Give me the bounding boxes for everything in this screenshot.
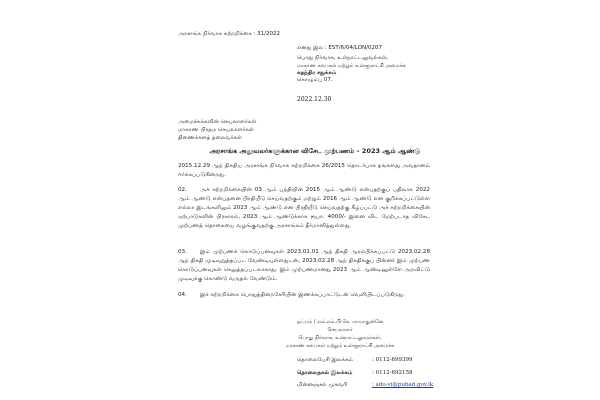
ministry-line: பொது நிர்வாக, உள்நாட்டலுவல்கள், <box>297 55 389 61</box>
signature-block <box>250 318 430 350</box>
contact-email <box>297 379 433 392</box>
paragraph-number: 03. <box>178 249 187 255</box>
ministry-line: கொழும்பு 07. <box>297 77 333 83</box>
reference-number: எனது இல : EST/6/04/LON/0207 <box>297 45 382 51</box>
ministry-line: மாகாண சபைகள் மற்றும் உள்ளூராட்சி அமைச்சு <box>297 63 406 69</box>
contact-details <box>297 354 433 392</box>
contact-fax <box>297 367 433 380</box>
contact-phone <box>297 354 433 367</box>
paragraph-4 <box>178 291 430 300</box>
paragraph-text: இம் முற்பணக் கொடுப்பனவுகள் 2023.01.01 ஆந் திகதி ஆரம்பிக்கப்பட்டு 2023.02.28 ஆந் திகதி முடிவுறுத்தப்பட வேண்டியுள்ளதுடன், 2023.02.28 ஆந் திகதிக்குப் பின்னர் இம் முற்பண கொடுப்பனவுகள் செலுத்தப்படலாகாது. இம் முற்பணமானது 2023 ஆம் ஆண்டினுள்ளே அறவிட்டு முடிவுக்கு கொண்டு வருதல் வேண்டும். <box>178 249 430 282</box>
paragraph-text: அச் சுற்றறிக்கையின் 03 ஆம் பந்தியின் 2015 ஆம் ஆண்டு என்பதற்குப் பதிலாக 2022 ஆம் ஆண்டு என்பதனை பிரதியீடு செய்வதற்கும் மற்றும் 2016 ஆம் ஆண்டு என குறிக்கப்பட்டுள்ள எல்லா இடங்களிலும் 2023 ஆம் ஆண்டு என பிரதியீடு செய்வதற்கு கீழ்ப்பட்டு அச் சுற்றறிக்கையின் ஏற்பாடுகளின் பிரகாரம், 2023 ஆம் ஆண்டுக்காக ரூபா. 4000/- இனை விட மேற்படாத விசேட முற்பணத் தொகையை வழங்குவதற்கு அரசாங்கம் தீர்மானித்துள்ளது. <box>178 187 430 229</box>
ministry-line: சுதந்திர சதுக்கம் <box>297 70 337 76</box>
addressee: மாகாண பிரதம செயலாளர்கள் <box>178 127 254 133</box>
signatory-name: ஒப்பம் / எம்.எம்.பி.கே. மாயாதுன்னே <box>296 319 384 325</box>
addressee: திணைக்களத் தலைவர்கள் <box>178 135 243 141</box>
document-title: அரசாங்க அலுவலர்களுக்கான விசேட முற்பணம் – 2023 ஆம் ஆண்டு <box>209 147 421 155</box>
contact-label: தொலைபேசி இலக்கம் <box>297 357 353 363</box>
paragraph-3 <box>178 248 430 284</box>
addressee: அமைச்சுக்களின் செயலாளர்கள் <box>178 119 257 125</box>
paragraph-text: 2015.12.29 ஆந் திகதிய அரசாங்க நிர்வாக சுற்றறிக்கை 26/2015 தொடர்பாக தங்களது அவதானம் ஈர்க்கப்படுகின்றது. <box>178 163 430 178</box>
email-link[interactable]: : ado-vi@pubad.gov.lk <box>372 382 434 388</box>
circular-number: அரசாங்க நிர்வாக சுற்றறிக்கை : 31/2022 <box>178 31 281 37</box>
signatory-title: செயலாளர் <box>327 327 353 333</box>
contact-value: : 0112-692158 <box>372 369 413 376</box>
signatory-ministry: மாகாண சபைகள் மற்றும் உள்ளூராட்சி அமைச்சு <box>285 343 395 349</box>
contact-label: மின்னஞ்சல் முகவரி <box>297 382 348 388</box>
letter-date: 2022.12.30 <box>297 96 332 103</box>
paragraph-number: 04. <box>178 292 187 298</box>
contact-value: : 0112-699399 <box>372 357 413 363</box>
paragraph-number: 02. <box>178 187 187 193</box>
signatory-ministry: பொது நிர்வாக, உள்நாட்டலுவல்கள், <box>298 335 382 341</box>
contact-label: தொலைநகல் இலக்கம் <box>297 369 353 376</box>
paragraph-1 <box>178 162 430 180</box>
paragraph-2 <box>178 186 430 231</box>
paragraph-text: இச் சுற்றறிக்கை பொதுத்திறைசேரியின் இணக்கப்பாட்டுடன் வெளியிடப்படுகிறது. <box>200 292 405 298</box>
